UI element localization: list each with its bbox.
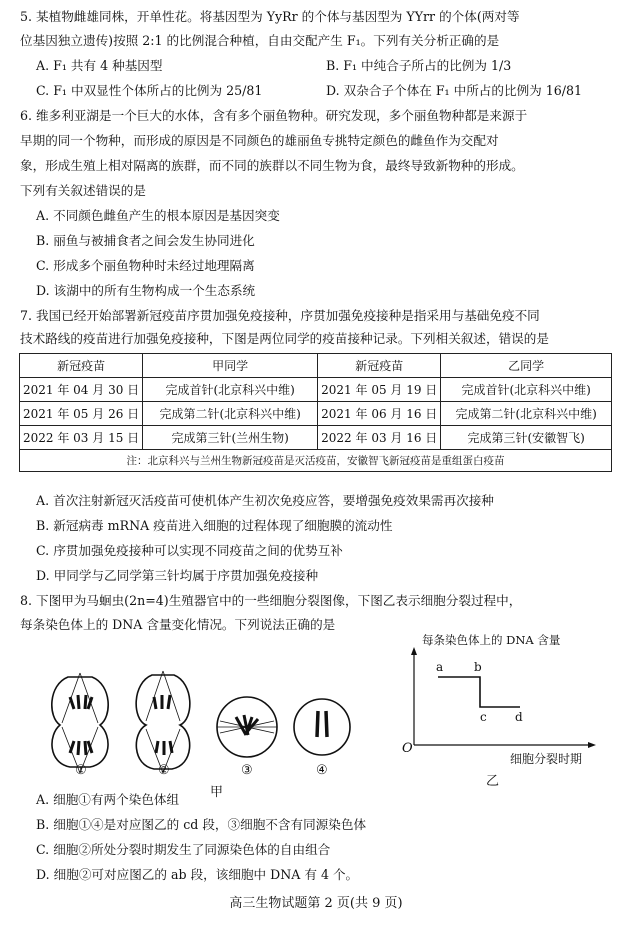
table-cell: 2021 年 05 月 19 日 xyxy=(318,378,441,402)
graph-point-d: d xyxy=(515,710,523,724)
q7-option-c: C. 序贯加强免疫接种可以实现不同疫苗之间的优势互补 xyxy=(36,543,343,558)
cell-label-2: ② xyxy=(158,763,170,778)
cell-2-diagram xyxy=(136,671,190,773)
q6-option-a: A. 不同颜色雌鱼产生的根本原因是基因突变 xyxy=(36,208,280,223)
table-cell: 2021 年 05 月 26 日 xyxy=(20,402,143,426)
cell-1-diagram xyxy=(52,673,108,773)
cell-label-3: ③ xyxy=(241,763,253,778)
q5-stem-line-2: 位基因独立遗传)按照 2:1 的比例混合种植，自由交配产生 F₁。下列有关分析正确的是 xyxy=(20,33,500,48)
page-footer: 高三生物试题第 2 页(共 9 页) xyxy=(229,896,403,911)
table-header-cell: 新冠疫苗 xyxy=(318,354,441,378)
figure-jia-cell-division xyxy=(40,655,370,780)
q7-stem-line-2: 技术路线的疫苗进行加强免疫接种，下图是两位同学的疫苗接种记录。下列相关叙述，错误的是 xyxy=(20,331,549,346)
graph-y-axis-label: 每条染色体上的 DNA 含量 xyxy=(422,633,561,647)
q6-stem-line-4: 下列有关叙述错误的是 xyxy=(20,183,146,198)
figure-yi-dna-graph xyxy=(400,645,600,760)
q6-option-b: B. 丽鱼与被捕食者之间会发生协同进化 xyxy=(36,233,255,248)
table-cell: 2021 年 06 月 16 日 xyxy=(318,402,441,426)
dna-content-curve xyxy=(438,677,520,707)
q6-stem-line-1: 6. 维多利亚湖是一个巨大的水体，含有多个丽鱼物种。研究发现，多个丽鱼物种都是来源于 xyxy=(20,108,528,123)
q6-stem-line-3: 象，形成生殖上相对隔离的族群，而不同的族群以不同生物为食，最终导致新物种的形成。 xyxy=(20,158,524,173)
table-cell: 完成第二针(北京科兴中维) xyxy=(143,402,318,426)
table-header-cell: 新冠疫苗 xyxy=(20,354,143,378)
q7-stem-line-1: 7. 我国已经开始部署新冠疫苗序贯加强免疫接种，序贯加强免疫接种是指采用与基础免疫不同 xyxy=(20,308,540,323)
table-row xyxy=(20,426,612,450)
q8-option-b: B. 细胞①④是对应图乙的 cd 段，③细胞不含有同源染色体 xyxy=(36,817,367,832)
q5-stem-line-1: 5. 某植物雌雄同株，开单性花。将基因型为 YyRr 的个体与基因型为 YYrr 的个体(两对等 xyxy=(20,9,520,24)
table-row xyxy=(20,402,612,426)
graph-point-a: a xyxy=(436,660,444,674)
graph-origin-label: O xyxy=(402,741,413,756)
table-cell: 2021 年 04 月 30 日 xyxy=(20,378,143,402)
graph-point-b: b xyxy=(474,660,482,674)
table-cell: 完成首针(北京科兴中维) xyxy=(143,378,318,402)
q6-option-c: C. 形成多个丽鱼物种时未经过地理隔离 xyxy=(36,258,255,273)
q8-option-c: C. 细胞②所处分裂时期发生了同源染色体的自由组合 xyxy=(36,842,331,857)
q5-option-a: A. F₁ 共有 4 种基因型 xyxy=(36,58,163,73)
q6-option-d: D. 该湖中的所有生物构成一个生态系统 xyxy=(36,283,256,298)
q5-option-c: C. F₁ 中双显性个体所占的比例为 25/81 xyxy=(36,83,263,98)
q8-option-d: D. 细胞②可对应图乙的 ab 段，该细胞中 DNA 有 4 个。 xyxy=(36,867,359,882)
table-header-cell: 甲同学 xyxy=(143,354,318,378)
table-note: 注：北京科兴与兰州生物新冠疫苗是灭活疫苗，安徽智飞新冠疫苗是重组蛋白疫苗 xyxy=(20,450,612,472)
q7-option-a: A. 首次注射新冠灭活疫苗可使机体产生初次免疫应答，要增强免疫效果需再次接种 xyxy=(36,493,494,508)
x-axis-arrow-icon xyxy=(588,742,596,748)
table-header-row xyxy=(20,354,612,378)
table-cell: 完成第三针(安徽智飞) xyxy=(441,426,612,450)
figure-jia-caption: 甲 xyxy=(210,785,224,800)
graph-point-c: c xyxy=(480,710,487,724)
table-header-cell: 乙同学 xyxy=(441,354,612,378)
q8-stem-line-1: 8. 下图甲为马蛔虫(2n=4)生殖器官中的一些细胞分裂图像，下图乙表示细胞分裂过程中， xyxy=(20,593,522,608)
table-cell: 完成第二针(北京科兴中维) xyxy=(441,402,612,426)
y-axis-arrow-icon xyxy=(411,647,417,655)
cell-3-diagram xyxy=(217,697,277,757)
graph-x-axis-label: 细胞分裂时期 xyxy=(510,752,583,766)
cell-label-1: ① xyxy=(75,763,87,778)
table-row xyxy=(20,378,612,402)
q5-option-d: D. 双杂合子个体在 F₁ 中所占的比例为 16/81 xyxy=(326,83,583,98)
q6-stem-line-2: 早期的同一个物种，而形成的原因是不同颜色的雄丽鱼专挑特定颜色的雌鱼作为交配对 xyxy=(20,133,499,148)
q7-option-d: D. 甲同学与乙同学第三针均属于序贯加强免疫接种 xyxy=(36,568,319,583)
table-cell: 完成首针(北京科兴中维) xyxy=(441,378,612,402)
table-cell: 2022 年 03 月 15 日 xyxy=(20,426,143,450)
figure-yi-caption: 乙 xyxy=(486,774,500,789)
table-cell: 完成第三针(兰州生物) xyxy=(143,426,318,450)
vaccination-record-table xyxy=(19,353,612,472)
table-note-row xyxy=(20,450,612,472)
q5-option-b: B. F₁ 中纯合子所占的比例为 1/3 xyxy=(326,58,512,73)
q8-option-a: A. 细胞①有两个染色体组 xyxy=(36,792,180,807)
cell-label-4: ④ xyxy=(316,763,328,778)
table-cell: 2022 年 03 月 16 日 xyxy=(318,426,441,450)
q7-option-b: B. 新冠病毒 mRNA 疫苗进入细胞的过程体现了细胞膜的流动性 xyxy=(36,518,393,533)
q8-stem-line-2: 每条染色体上的 DNA 含量变化情况。下列说法正确的是 xyxy=(20,617,336,632)
cell-4-diagram xyxy=(294,699,350,755)
